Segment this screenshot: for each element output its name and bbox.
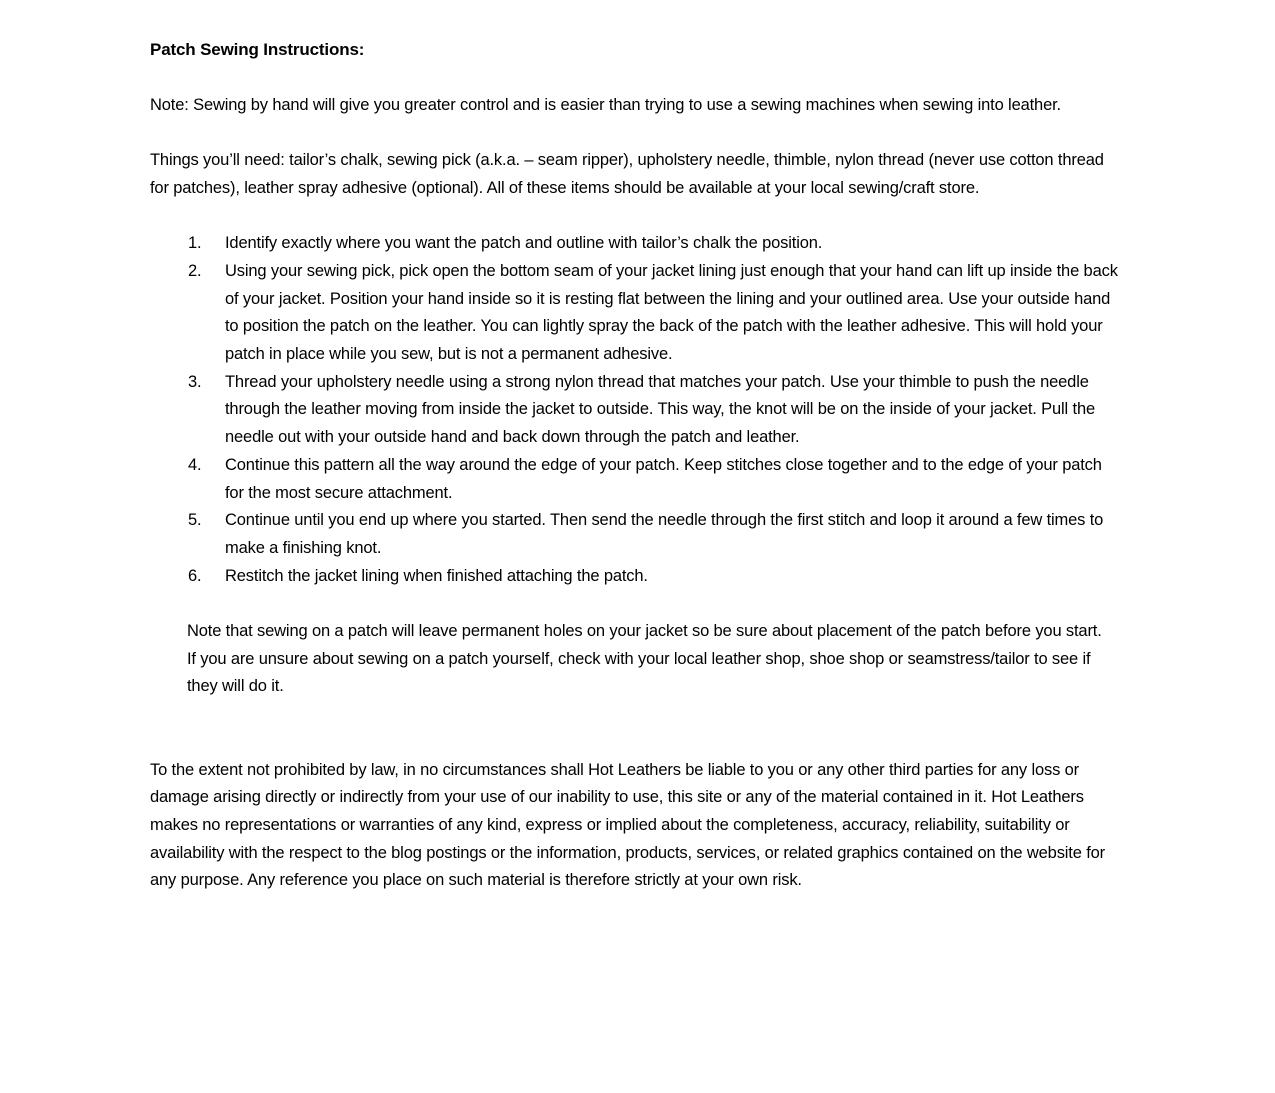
disclaimer-paragraph: To the extent not prohibited by law, in no circumstances shall Hot Leathers be liable to you or any other third parties for any loss or damage arising directly or indirectly from your use of our inability to use, this site or any of the material contained in it. Hot Leathers makes no representations or warranties of any kind, express or implied about the completeness, accuracy, reliability, suitability or availability with the respect to the blog postings or the information, products, services, or related graphics contained on the website for any purpose. Any reference you place on such material is therefore strictly at your own risk. — [150, 760, 1106, 890]
list-item-4: Continue this pattern all the way around the edge of your patch. Keep stitches close together and to the edge of your patch for the most secure attachment. — [225, 455, 1102, 502]
list-item-3: Thread your upholstery needle using a strong nylon thread that matches your patch. Use your thimble to push the needle through the leather moving from inside the jacket to outside. This way, the knot will be on the inside of your jacket. Pull the needle out with your outside hand and back down through the patch and leather. — [225, 372, 1095, 447]
page-title: Patch Sewing Instructions: — [150, 40, 365, 59]
note-unsure: If you are unsure about sewing on a patch yourself, check with your local leather shop, shoe shop or seamstress/tailor to see if they will do it. — [187, 649, 1091, 696]
intro-note-paragraph: Note: Sewing by hand will give you greater control and is easier than trying to use a sewing machines when sewing into leather. — [150, 95, 1061, 114]
list-item-6: Restitch the jacket lining when finished attaching the patch. — [225, 566, 648, 585]
instructions-list — [150, 230, 1125, 590]
note-permanent-holes: Note that sewing on a patch will leave permanent holes on your jacket so be sure about placement of the patch before you start. — [187, 622, 1102, 641]
list-item-5: Continue until you end up where you started. Then send the needle through the first stitch and loop it around a few times to make a finishing knot. — [225, 511, 1104, 557]
list-item-1: Identify exactly where you want the patch and outline with tailor’s chalk the position. — [225, 234, 823, 253]
list-item-2: Using your sewing pick, pick open the bottom seam of your jacket lining just enough that your hand can lift up inside the back of your jacket. Position your hand inside so it is resting flat between the lining and your outlined area. Use your outside hand to position the patch on the leather. You can lightly spray the back of the patch with the leather adhesive. This will hold your patch in place while you sew, but is not a permanent adhesive. — [225, 261, 1118, 363]
placement-notes — [187, 618, 1125, 701]
supplies-paragraph: Things you’ll need: tailor’s chalk, sewing pick (a.k.a. – seam ripper), upholstery needle, thimble, nylon thread (never use cotton thread for patches), leather spray adhesive (optional). All of these items should be available at your local sewing/craft store. — [150, 151, 1104, 197]
